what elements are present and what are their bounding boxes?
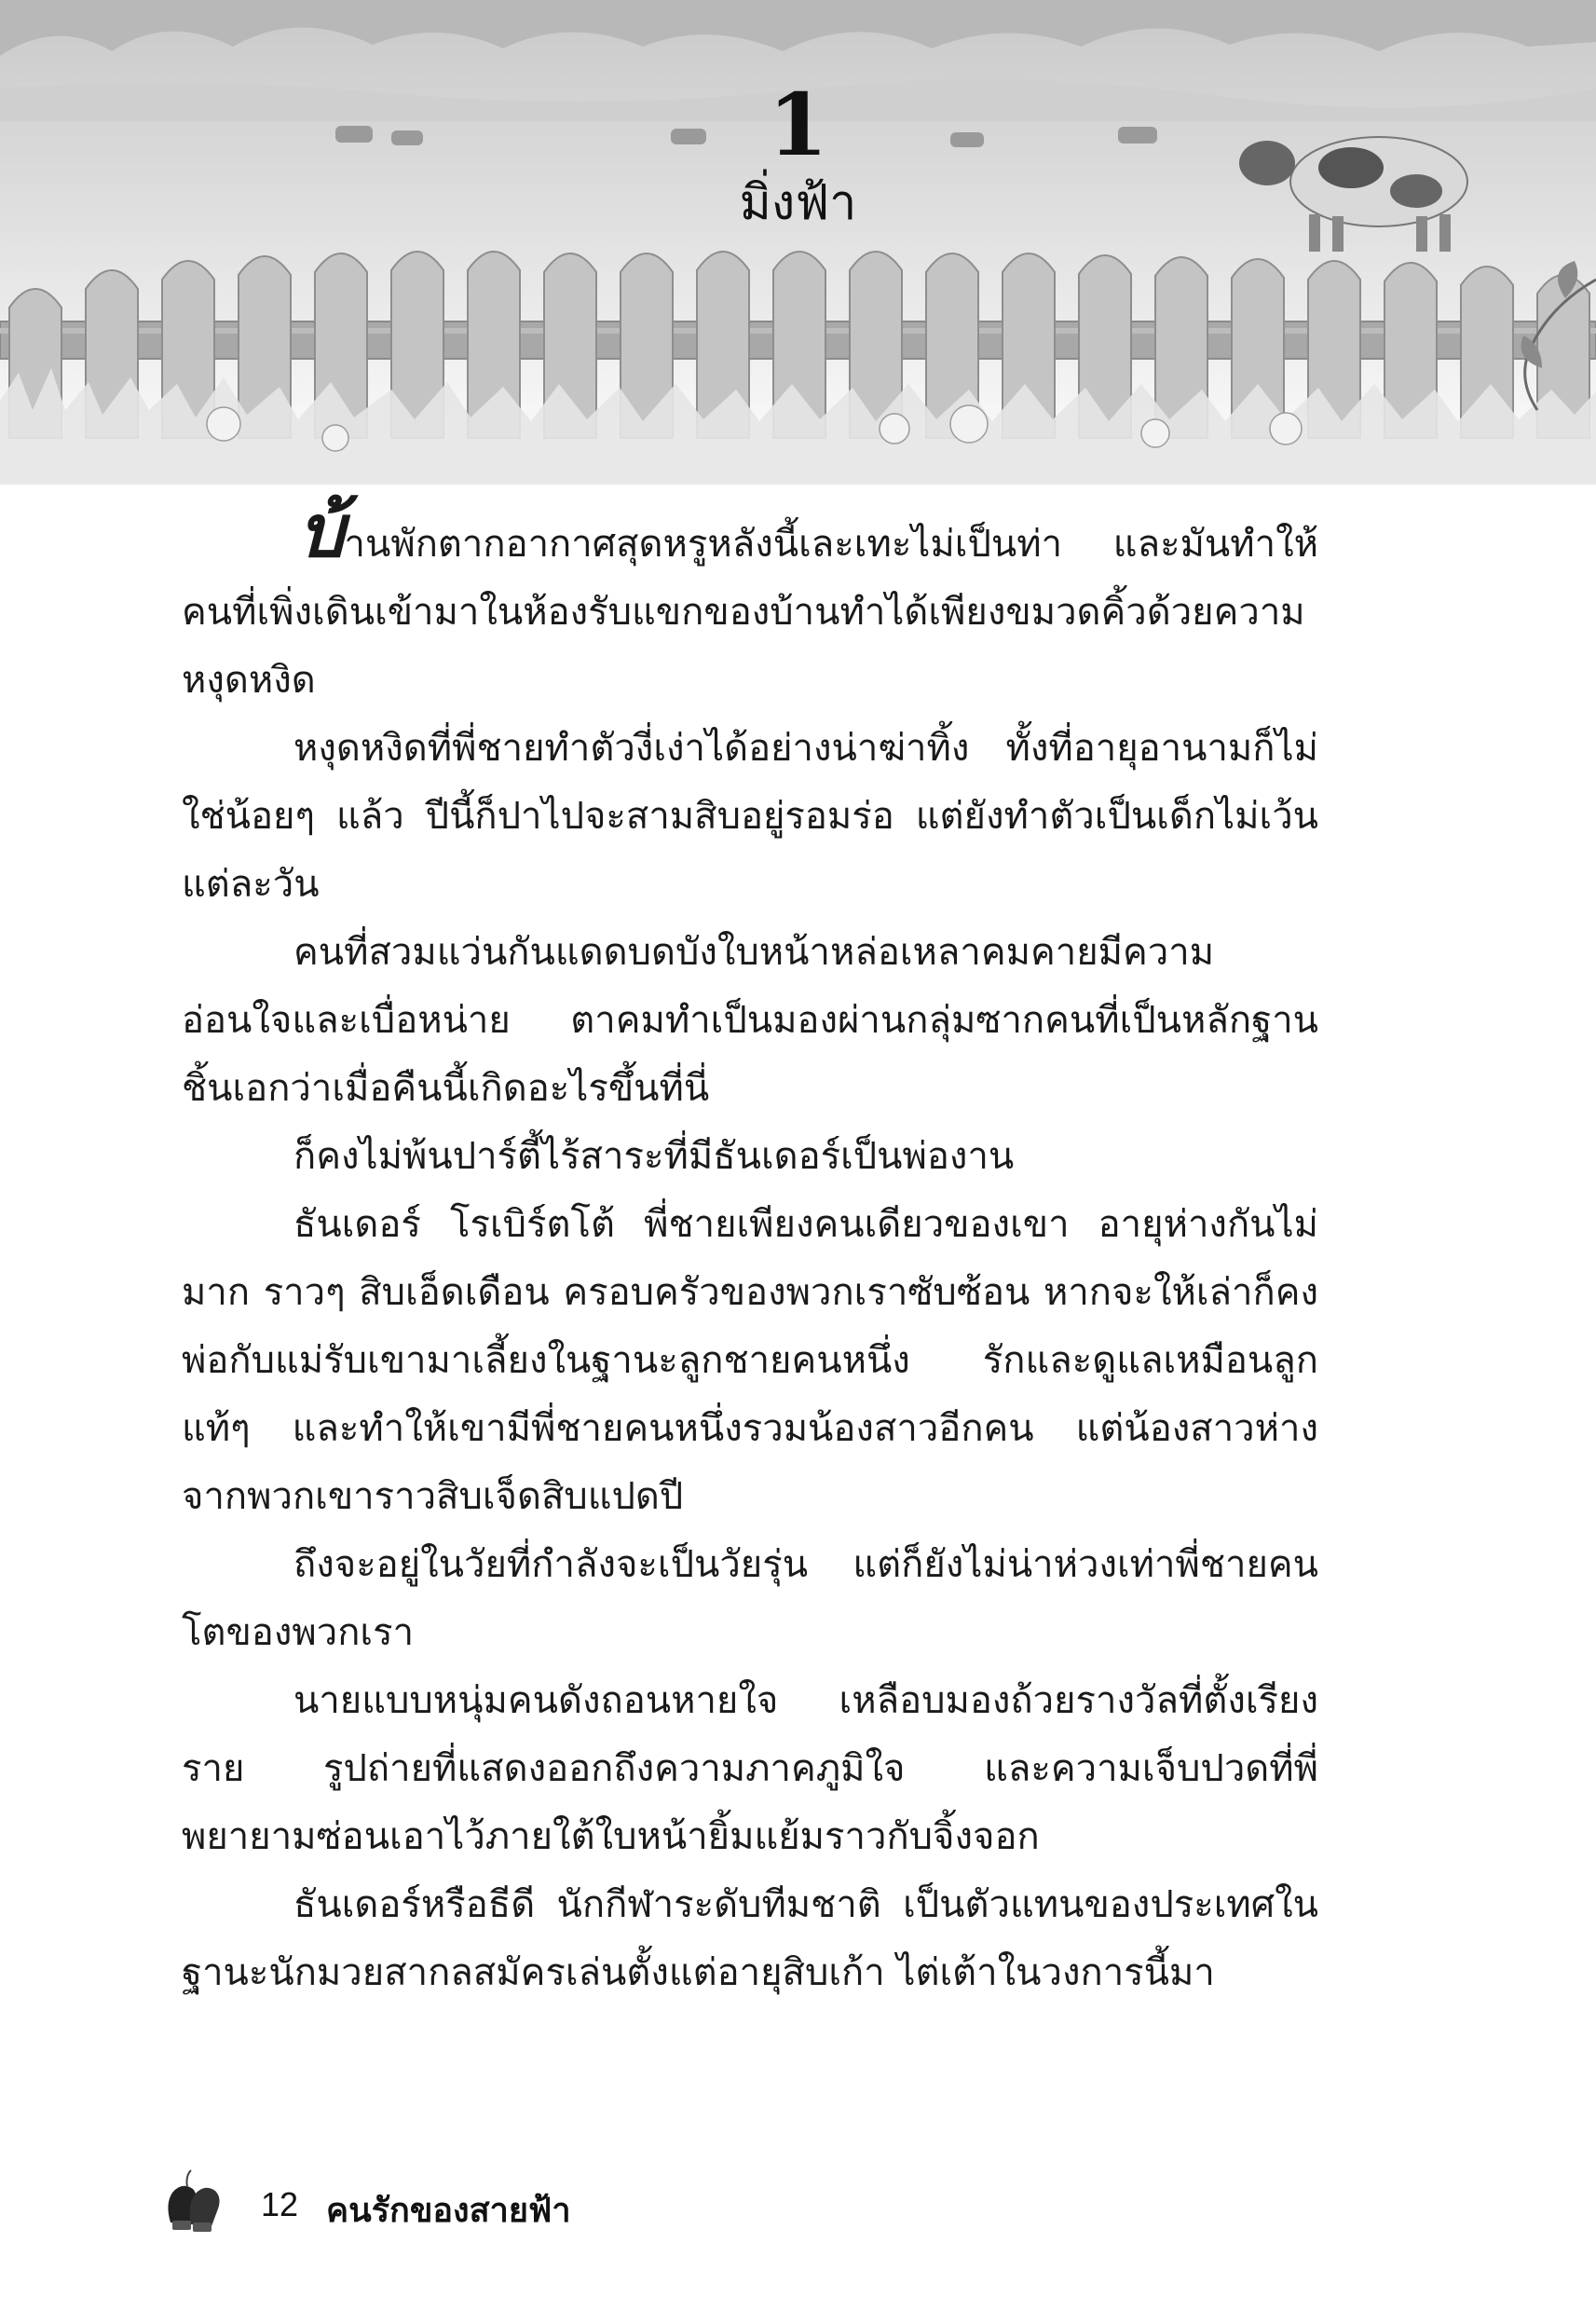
paragraph-7: นายแบบหนุ่มคนดังถอนหายใจ เหลือบมองถ้วยรางวัลที่ตั้งเรียงราย รูปถ่ายที่แสดงออกถึงความภาคภูมิใจ และความเจ็บปวดที่พี่พยายามซ่อนเอาไว้ภายใต้ใบหน้ายิ้มแย้มราวกับจิ้งจอก [182, 1679, 1318, 1858]
paragraph-3: คนที่สวมแว่นกันแดดบดบังใบหน้าหล่อเหลาคมคายมีความอ่อนใจและเบื่อหน่าย ตาคมทำเป็นมองผ่านกลุ่มซากคนที่เป็นหลักฐานชิ้นเอกว่าเมื่อคืนนี้เกิดอะไรขึ้นที่นี่ [182, 931, 1318, 1110]
page-footer [163, 2167, 815, 2241]
farm-fence-illustration [0, 0, 1596, 485]
paragraph-2: หงุดหงิดที่พี่ชายทำตัวงี่เง่าได้อย่างน่าฆ่าทิ้ง ทั้งที่อายุอานามก็ไม่ใช่น้อยๆ แล้ว ปีนี้ก็ปาไปจะสามสิบอยู่รอมร่อ แต่ยังทำตัวเป็นเด็กไม่เว้นแต่ละวัน [182, 727, 1318, 906]
drop-cap: บ้ [298, 489, 345, 574]
chapter-title: มิ่งฟ้า [739, 175, 857, 231]
chapter-body-text [182, 489, 1318, 2007]
paragraph-8: ธันเดอร์หรือธีดี นักกีฬาระดับทีมชาติ เป็นตัวแทนของประเทศในฐานะนักมวยสากลสมัครเล่นตั้งแต่อายุสิบเก้า ไต่เต้าในวงการนี้มา [182, 1883, 1318, 1994]
paragraph-4: ก็คงไม่พ้นปาร์ตี้ไร้สาระที่มีธันเดอร์เป็นพ่องาน [293, 1135, 1015, 1178]
book-title: คนรักของสายฟ้า [326, 2192, 571, 2230]
page-number: 12 [261, 2185, 299, 2223]
paragraph-6: ถึงจะอยู่ในวัยที่กำลังจะเป็นวัยรุ่น แต่ก็ยังไม่น่าห่วงเท่าพี่ชายคนโตของพวกเรา [182, 1543, 1318, 1654]
chapter-header-illustration [0, 0, 1596, 485]
paragraph-1-text: านพักตากอากาศสุดหรูหลังนี้เละเทะไม่เป็นท่า และมันทำให้คนที่เพิ่งเดินเข้ามาในห้องรับแขกของบ้านทำได้เพียงขมวดคิ้วด้วยความหงุดหงิด [182, 523, 1318, 702]
chapter-number: 1 [768, 75, 828, 175]
boxing-gloves-icon [163, 2167, 228, 2241]
paragraph-5: ธันเดอร์ โรเบิร์ตโต้ พี่ชายเพียงคนเดียวของเขา อายุห่างกันไม่มาก ราวๆ สิบเอ็ดเดือน ครอบครัวของพวกเราซับซ้อน หากจะให้เล่าก็คง พ่อกับแม่รับเขามาเลี้ยงในฐานะลูกชายคนหนึ่ง รักและดูแลเหมือนลูกแท้ๆ และทำให้เขามีพี่ชายคนหนึ่งรวมน้องสาวอีกคน แต่น้องสาวห่างจากพวกเขาราวสิบเจ็ดสิบแปดปี [182, 1203, 1318, 1518]
paragraph-1 [182, 489, 1318, 715]
